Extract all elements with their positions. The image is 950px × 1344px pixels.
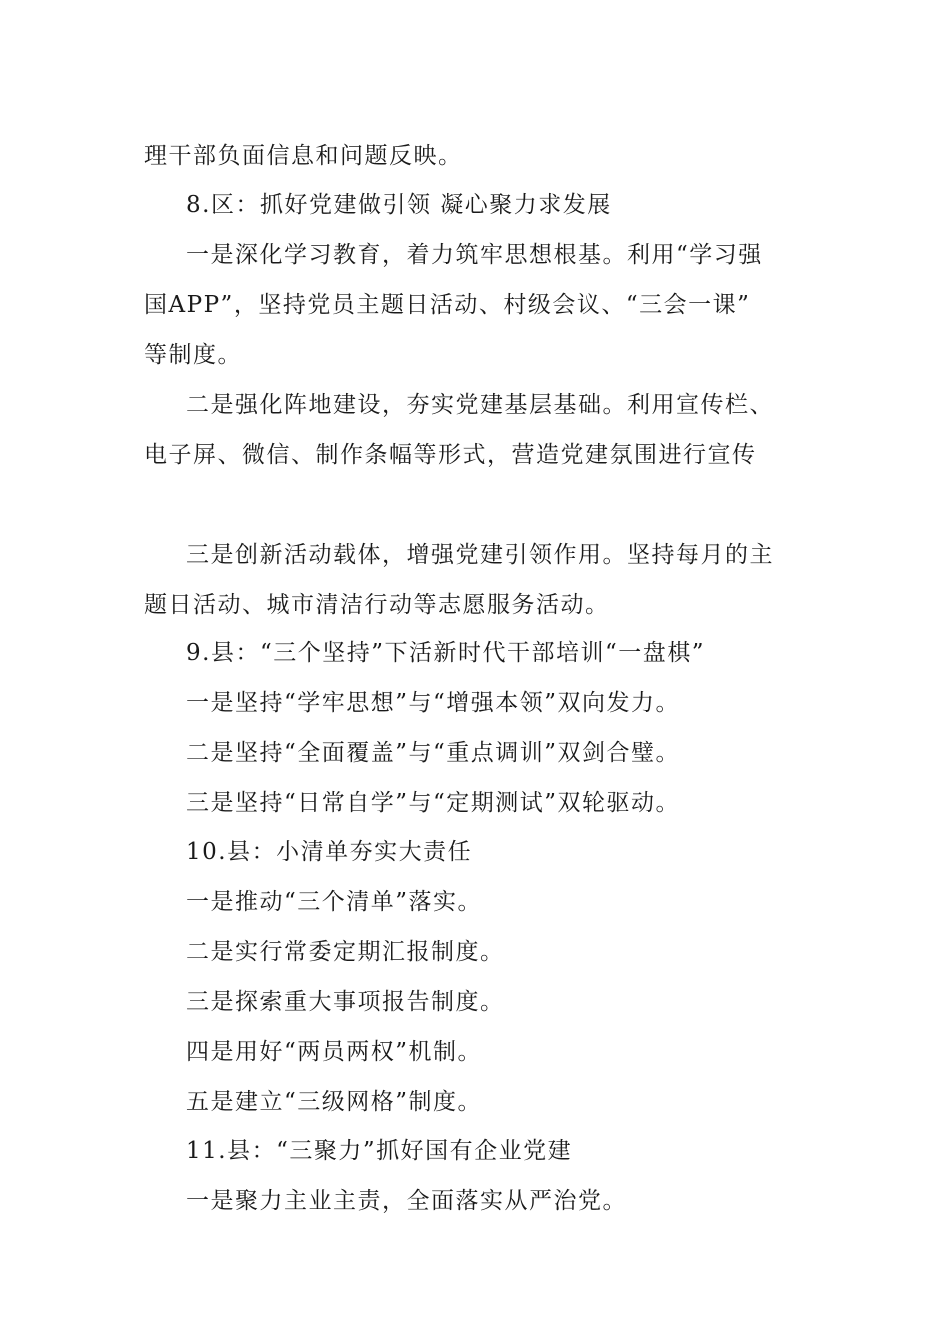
body-text-line: 二是强化阵地建设，夯实党建基层基础。利用宣传栏、 (186, 392, 774, 418)
list-item: 二是实行常委定期汇报制度。 (186, 939, 505, 965)
list-item: 五是建立“三级网格”制度。 (186, 1089, 483, 1115)
list-item: 二是坚持“全面覆盖”与“重点调训”双剑合璧。 (186, 740, 681, 766)
list-item: 三是坚持“日常自学”与“定期测试”双轮驱动。 (186, 790, 681, 816)
body-text-line: 国APP”，坚持党员主题日活动、村级会议、“三会一课” (144, 292, 751, 318)
list-item: 四是用好“两员两权”机制。 (186, 1039, 483, 1065)
section-heading-8: 8.区：抓好党建做引领 凝心聚力求发展 (186, 192, 612, 218)
list-item: 三是探索重大事项报告制度。 (186, 989, 505, 1015)
body-text-line: 电子屏、微信、制作条幅等形式，营造党建氛围进行宣传 (144, 442, 757, 468)
body-text-line: 三是创新活动载体，增强党建引领作用。坚持每月的主 (186, 542, 774, 568)
body-text-line: 等制度。 (144, 342, 242, 368)
list-item: 一是坚持“学牢思想”与“增强本领”双向发力。 (186, 690, 681, 716)
list-item: 一是推动“三个清单”落实。 (186, 889, 483, 915)
body-text-line: 题日活动、城市清洁行动等志愿服务活动。 (144, 592, 610, 618)
list-item: 一是聚力主业主责，全面落实从严治党。 (186, 1188, 627, 1214)
section-heading-11: 11.县：“三聚力”抓好国有企业党建 (186, 1138, 573, 1164)
body-text-line: 理干部负面信息和问题反映。 (144, 143, 463, 169)
body-text-line: 一是深化学习教育，着力筑牢思想根基。利用“学习强 (186, 242, 763, 268)
section-heading-9: 9.县：“三个坚持”下活新时代干部培训“一盘棋” (186, 640, 705, 666)
section-heading-10: 10.县：小清单夯实大责任 (186, 839, 473, 865)
